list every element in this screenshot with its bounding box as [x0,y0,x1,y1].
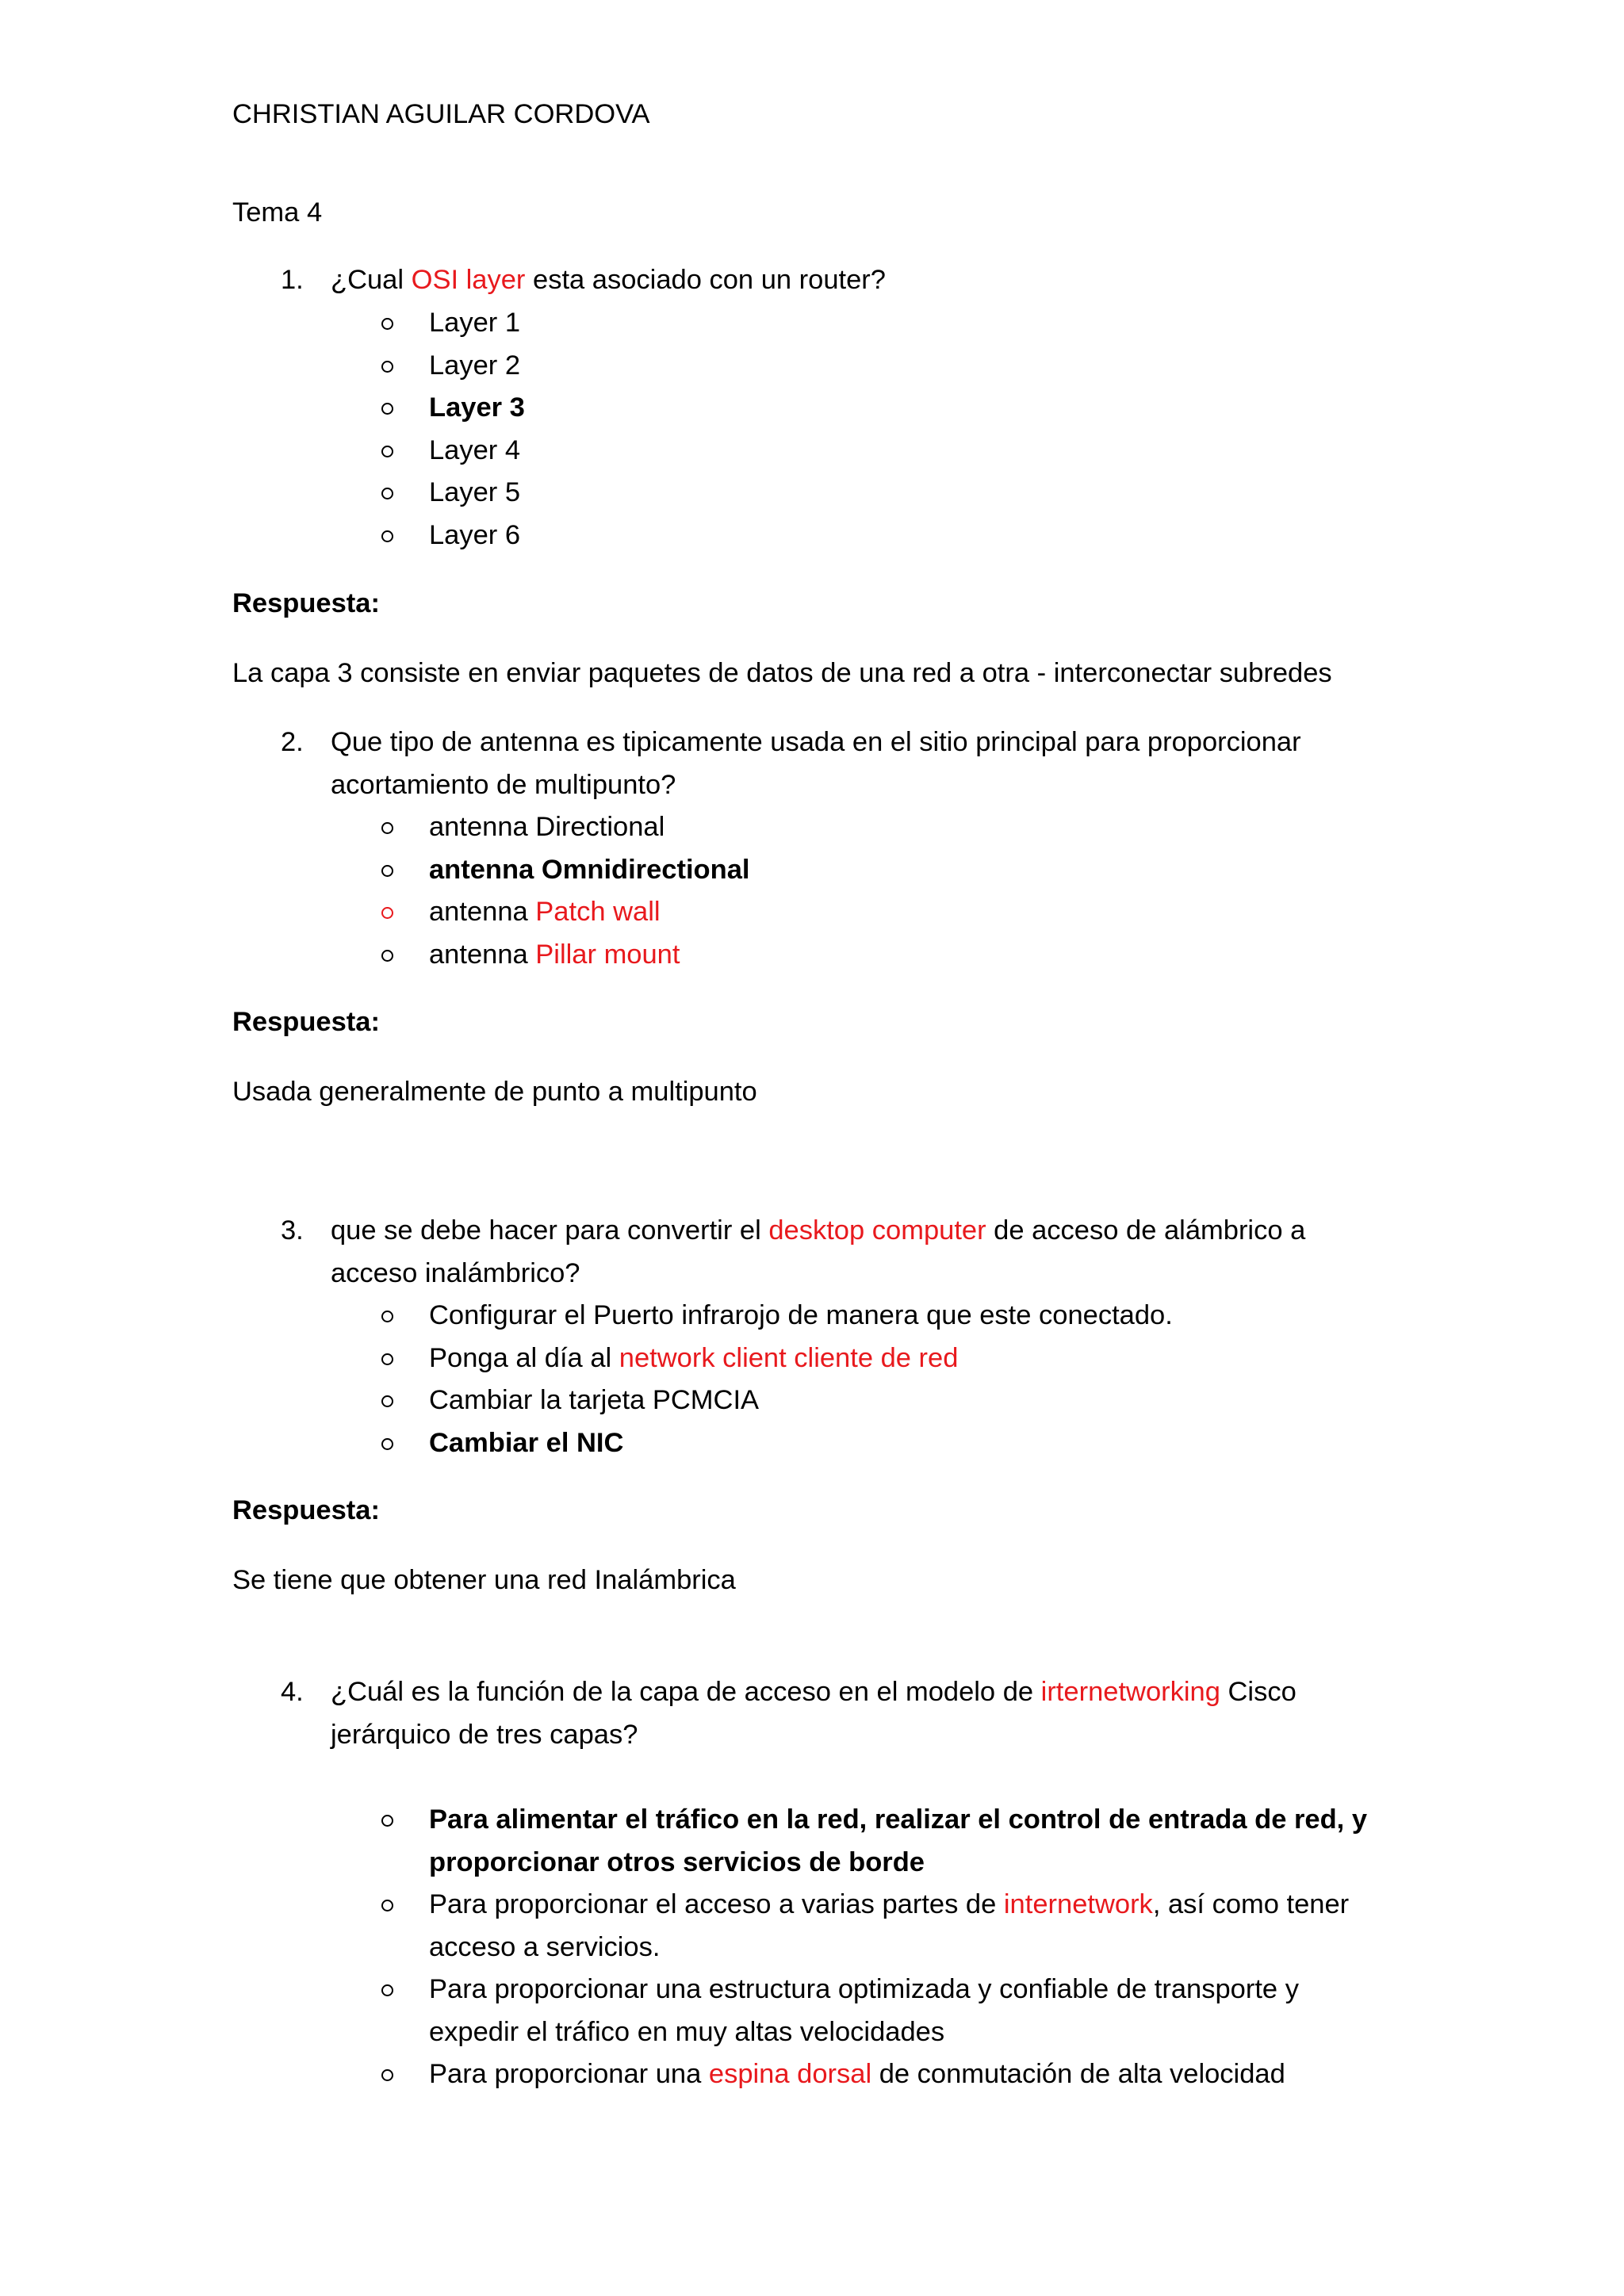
q1-answer-label: Respuesta: [232,588,380,618]
bullet-icon [381,907,393,919]
q2-option-2-correct: antenna Omnidirectional [429,855,750,885]
q3-option-1: Configurar el Puerto infrarojo de manera que este conectado. [429,1300,1173,1330]
author-name: CHRISTIAN AGUILAR CORDOVA [232,99,650,129]
q4-number: 4. [281,1677,304,1707]
q4-option-1-line1-correct: Para alimentar el tráfico en la red, realizar el control de entrada de red, y [429,1804,1368,1835]
bullet-icon [381,2069,393,2081]
bullet-icon [381,403,393,415]
q2-answer-label: Respuesta: [232,1007,380,1037]
q3-answer-text: Se tiene que obtener una red Inalámbrica [232,1565,736,1595]
q2-option-4: antenna Pillar mount [429,939,680,970]
q1-option-5: Layer 5 [429,477,521,507]
bullet-icon [381,1984,393,1996]
q2-answer-text: Usada generalmente de punto a multipunto [232,1077,757,1107]
q3-answer-label: Respuesta: [232,1495,380,1525]
bullet-icon [381,1395,393,1407]
bullet-icon [381,1353,393,1365]
bullet-icon [381,361,393,373]
bullet-icon [381,488,393,499]
bullet-icon [381,446,393,457]
q4-option-4: Para proporcionar una espina dorsal de conmutación de alta velocidad [429,2059,1285,2089]
q1-option-2: Layer 2 [429,350,521,381]
q4-option-3-line2: expedir el tráfico en muy altas velocidades [429,2017,945,2047]
bullet-icon [381,318,393,330]
q2-option-3: antenna Patch wall [429,897,661,927]
q1-option-3-correct: Layer 3 [429,392,525,423]
q1-number: 1. [281,265,304,295]
q4-option-1-line2-correct: proporcionar otros servicios de borde [429,1847,925,1877]
q4-option-2-line1: Para proporcionar el acceso a varias partes de internetwork, así como tener [429,1889,1350,1919]
q1-option-4: Layer 4 [429,435,521,465]
bullet-icon [381,1311,393,1322]
q4-text-line2: jerárquico de tres capas? [331,1720,638,1750]
q2-text-line1: Que tipo de antenna es tipicamente usada en el sitio principal para proporcionar [331,727,1301,757]
q1-answer-text: La capa 3 consiste en enviar paquetes de datos de una red a otra - interconectar subredes [232,658,1332,688]
q4-text-line1: ¿Cuál es la función de la capa de acceso en el modelo de irternetworking Cisco [331,1677,1297,1707]
q3-option-4-correct: Cambiar el NIC [429,1428,624,1458]
q4-option-2-line2: acceso a servicios. [429,1932,661,1962]
q1-option-6: Layer 6 [429,520,521,550]
q4-option-3-line1: Para proporcionar una estructura optimizada y confiable de transporte y [429,1974,1299,2004]
q2-text-line2: acortamiento de multipunto? [331,770,676,800]
bullet-icon [381,822,393,834]
bullet-icon [381,1900,393,1911]
q3-text-line1: que se debe hacer para convertir el desktop computer de acceso de alámbrico a [331,1215,1306,1246]
bullet-icon [381,1438,393,1450]
bullet-icon [381,1815,393,1827]
q2-number: 2. [281,727,304,757]
q3-option-3: Cambiar la tarjeta PCMCIA [429,1385,760,1415]
bullet-icon [381,950,393,962]
q3-option-2: Ponga al día al network client cliente de red [429,1343,959,1373]
q2-option-1: antenna Directional [429,812,665,842]
q3-number: 3. [281,1215,304,1246]
q3-text-line2: acceso inalámbrico? [331,1258,580,1288]
bullet-icon [381,530,393,542]
bullet-icon [381,865,393,877]
q1-option-1: Layer 1 [429,308,521,338]
q1-text: ¿Cual OSI layer esta asociado con un router? [331,265,886,295]
topic-title: Tema 4 [232,197,323,228]
